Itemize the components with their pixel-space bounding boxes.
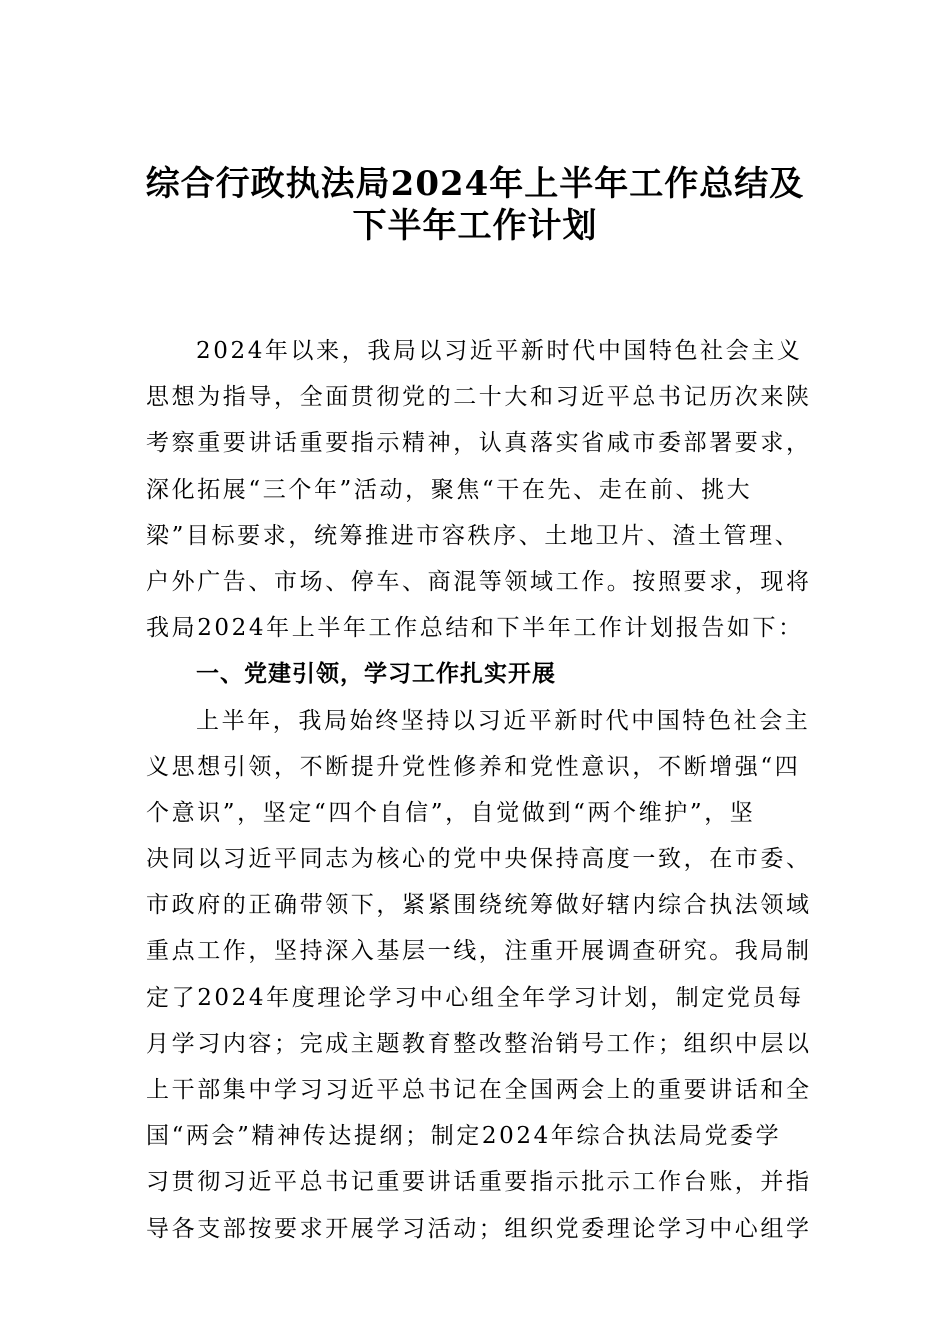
text-line: 上半年，我局始终坚持以习近平新时代中国特色社会主 bbox=[196, 707, 811, 734]
text-line: 市政府的正确带领下，紧紧围绕统筹做好辖内综合执法领域 bbox=[146, 892, 812, 919]
document-body bbox=[146, 328, 816, 1252]
text-line: 考察重要讲话重要指示精神，认真落实省咸市委部署要求， bbox=[146, 430, 812, 457]
text-line: 户外广告、市场、停车、商混等领域工作。按照要求，现将 bbox=[146, 568, 812, 595]
text-line: 我局2024年上半年工作总结和下半年工作计划报告如下： bbox=[146, 615, 804, 642]
text-line: 上干部集中学习习近平总书记在全国两会上的重要讲话和全 bbox=[146, 1077, 812, 1103]
paragraph-intro bbox=[146, 328, 816, 651]
text-line: 梁”目标要求，统筹推进市容秩序、土地卫片、渣土管理、 bbox=[146, 522, 801, 549]
text-line: 个意识”，坚定“四个自信”，自觉做到“两个维护”，坚 bbox=[146, 799, 756, 826]
text-line: 国“两会”精神传达提纲；制定2024年综合执法局党委学 bbox=[146, 1123, 782, 1150]
document-title-line-2: 下半年工作计划 bbox=[352, 206, 598, 246]
text-line: 思想为指导，全面贯彻党的二十大和习近平总书记历次来陕 bbox=[146, 384, 812, 411]
section-heading-1: 一、党建引领，学习工作扎实开展 bbox=[196, 661, 556, 688]
text-line: 重点工作，坚持深入基层一线，注重开展调查研究。我局制 bbox=[146, 938, 812, 965]
text-line: 定了2024年度理论学习中心组全年学习计划，制定党员每 bbox=[146, 984, 804, 1011]
text-line: 习贯彻习近平总书记重要讲话重要指示批示工作台账，并指 bbox=[146, 1169, 812, 1196]
document-title-line-1: 综合行政执法局2024年上半年工作总结及 bbox=[145, 164, 805, 204]
text-line: 2024年以来，我局以习近平新时代中国特色社会主义 bbox=[196, 338, 803, 364]
text-line: 深化拓展“三个年”活动，聚焦“干在先、走在前、挑大 bbox=[146, 476, 753, 503]
text-line: 决同以习近平同志为核心的党中央保持高度一致，在市委、 bbox=[146, 846, 812, 873]
text-line: 导各支部按要求开展学习活动；组织党委理论学习中心组学 bbox=[146, 1215, 812, 1242]
text-line: 月学习内容；完成主题教育整改整治销号工作；组织中层以 bbox=[146, 1030, 812, 1057]
text-line: 义思想引领，不断提升党性修养和党性意识，不断增强“四 bbox=[146, 753, 801, 780]
paragraph-party-building bbox=[146, 698, 816, 1252]
